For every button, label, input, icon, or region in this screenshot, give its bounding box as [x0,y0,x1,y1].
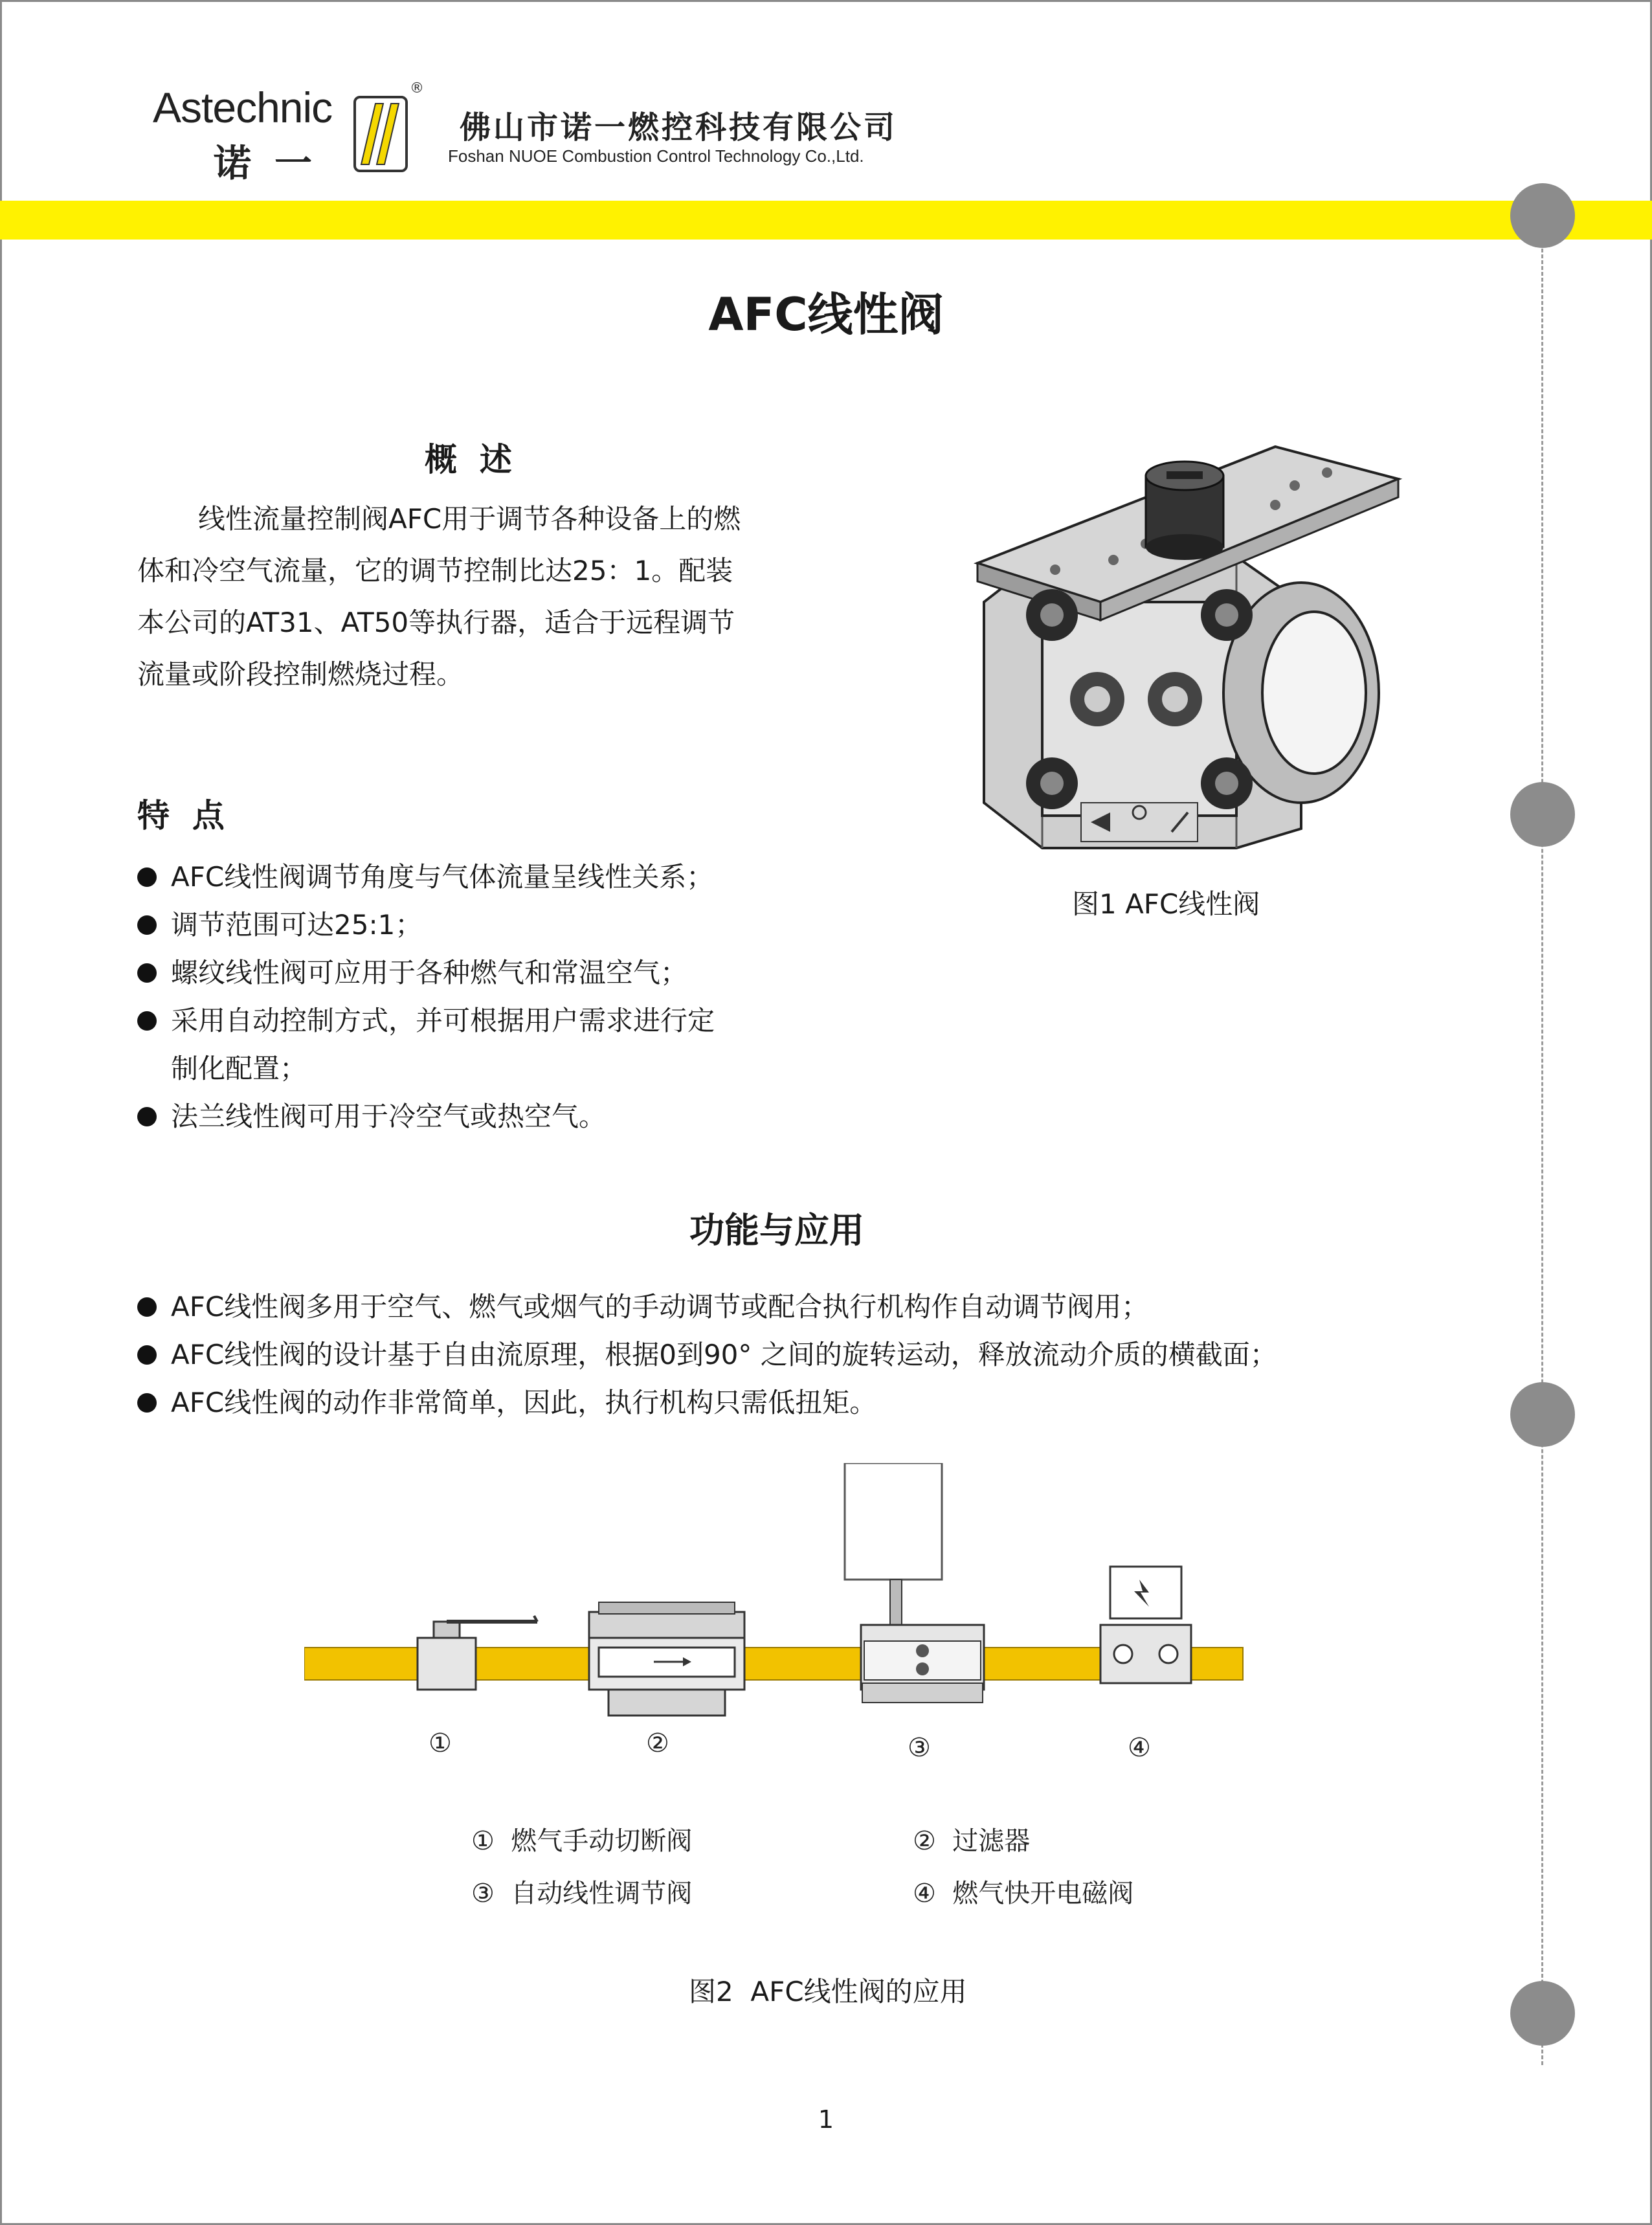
marker-4: ④ [1128,1733,1151,1763]
filter [589,1602,744,1716]
header-yellow-band [0,201,1652,240]
afc-valve-illustration [965,440,1405,855]
logo-text-cn: 诺一 [214,141,336,185]
list-item: AFC线性阀的动作非常简单，因此，执行机构只需低扭矩。 [137,1379,1497,1427]
bullet-icon [137,1011,157,1031]
function-heading: 功能与应用 [689,1210,864,1251]
list-item: 法兰线性阀可用于冷空气或热空气。 [137,1093,849,1141]
list-item: AFC线性阀的设计基于自由流原理，根据0到90° 之间的旋转运动，释放流动介质的横截面； [137,1331,1497,1379]
page-number: 1 [818,2105,834,2134]
overview-line-2: 体和冷空气流量，它的调节控制比达25：1。配装 [137,555,733,587]
bullet-icon [137,1345,157,1365]
solenoid-valve [1100,1567,1191,1683]
marker-3: ③ [908,1733,931,1763]
bullet-icon [137,915,157,935]
list-item-continuation: 制化配置； [171,1053,307,1084]
function-list [137,1283,1497,1427]
binding-hole-3 [1510,1382,1575,1447]
binding-hole-2 [1510,782,1575,847]
overview-line-3: 本公司的AT31、AT50等执行器，适合于远程调节 [137,607,735,638]
overview-line-1: 线性流量控制阀AFC用于调节各种设备上的燃 [198,503,741,535]
marker-2: ② [646,1728,669,1758]
legend-item-3: ③ 自动线性调节阀 [471,1879,693,1908]
binding-hole-4 [1510,1981,1575,2046]
bullet-icon [137,867,157,887]
page-frame-top [0,0,1652,2]
logo-text-en: Astechnic [153,84,333,131]
marker-1: ① [429,1728,452,1758]
logo-mark-icon [353,96,408,172]
overview-heading: 概 述 [425,441,512,478]
features-heading: 特 点 [137,797,225,834]
bullet-icon [137,963,157,983]
registered-mark: ® [410,80,424,96]
bullet-icon [137,1107,157,1126]
bullet-icon [137,1393,157,1413]
list-item: AFC线性阀调节角度与气体流量呈线性关系； [137,853,849,901]
company-name-cn: 佛山市诺一燃控科技有限公司 [460,109,898,146]
binding-hole-1 [1510,183,1575,248]
list-item: 螺纹线性阀可应用于各种燃气和常温空气； [137,949,849,997]
overview-line-4: 流量或阶段控制燃烧过程。 [137,658,464,690]
list-item: 采用自动控制方式，并可根据用户需求进行定 制化配置； [137,997,849,1093]
auto-linear-valve [845,1463,984,1703]
pipeline-diagram [304,1463,1249,1722]
page-title: AFC线性阀 [708,288,944,341]
features-list [137,853,849,1141]
figure2-caption: 图2 AFC线性阀的应用 [689,1976,967,2007]
list-item: AFC线性阀多用于空气、燃气或烟气的手动调节或配合执行机构作自动调节阀用； [137,1283,1497,1331]
binding-dashed-line [1541,214,1543,2065]
legend-item-2: ② 过滤器 [913,1826,1031,1856]
bullet-icon [137,1297,157,1317]
list-item: 调节范围可达25:1； [137,901,849,949]
company-name-en: Foshan NUOE Combustion Control Technology Co.,Ltd. [448,146,864,166]
legend-item-1: ① 燃气手动切断阀 [471,1826,693,1856]
figure1-caption: 图1 AFC线性阀 [1072,888,1260,920]
legend-item-4: ④ 燃气快开电磁阀 [913,1879,1134,1908]
